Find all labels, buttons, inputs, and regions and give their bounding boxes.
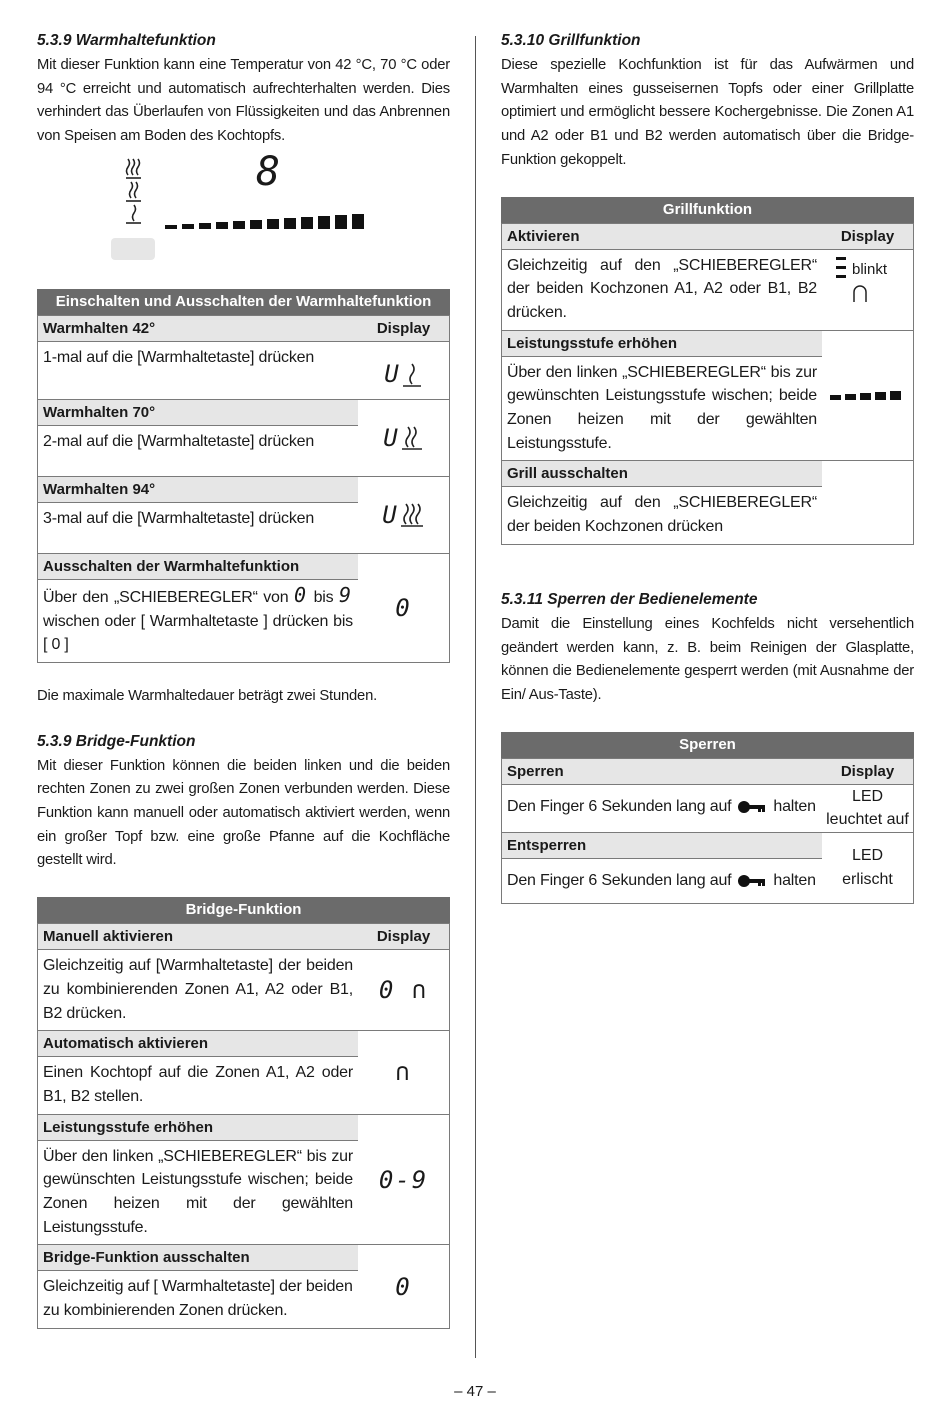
display-led-off: LED erlischt xyxy=(842,847,893,889)
display-auto: ∩ xyxy=(395,1058,412,1087)
display-empty xyxy=(822,461,913,543)
row-heading: Aktivieren xyxy=(502,224,822,249)
heat-2-icon xyxy=(400,425,424,451)
row-heading: Leistungsstufe erhöhen xyxy=(502,331,822,356)
table-row xyxy=(38,1244,449,1327)
table-row xyxy=(38,399,449,476)
display-manual: 0 ∩ xyxy=(358,949,449,1030)
display-range: 0-9 xyxy=(378,1165,429,1194)
table-row xyxy=(38,924,449,1030)
display-u42: U xyxy=(358,341,449,394)
section-heading-grill: 5.3.10 Grillfunktion xyxy=(501,32,641,49)
heat-3-icon xyxy=(399,502,425,528)
row-text: Gleichzeitig auf den „SCHIEBEREGLER“ der beiden Kochzonen A1, A2 oder B1, B2 drücken. xyxy=(502,249,822,330)
left-column xyxy=(37,30,450,1329)
section-heading-sperren: 5.3.11 Sperren der Bedienelemente xyxy=(501,590,758,608)
key-icon xyxy=(737,800,767,814)
table-row xyxy=(502,832,913,903)
section-heading-warmhalte: 5.3.9 Warmhaltefunktion xyxy=(37,32,216,49)
table-row xyxy=(502,460,913,543)
warmhalte-body: Mit dieser Funktion kann eine Temperatur von 42 °C, 70 °C oder 94 °C erreicht und automatisch aufrechterhalten werden. Dies verhindert das Überlaufen von Flüssigkeiten und das Anbrennen von Speisen am Boden des Kochtopfs. xyxy=(37,57,450,145)
right-column xyxy=(501,30,914,904)
row-text: Gleichzeitig auf [ Warmhaltetaste] der beiden zu kombinierenden Zonen drücken. xyxy=(38,1270,358,1327)
row-text: Den Finger 6 Sekunden lang auf halten xyxy=(502,784,822,829)
heat-1-icon xyxy=(401,362,423,388)
row-text: Den Finger 6 Sekunden lang auf halten xyxy=(502,858,822,903)
row-heading: Bridge-Funktion ausschalten xyxy=(38,1245,358,1270)
row-heading: Leistungsstufe erhöhen xyxy=(38,1115,358,1140)
display-header: Display xyxy=(358,924,449,949)
table-row xyxy=(38,476,449,553)
row-text: Über den linken „SCHIEBEREGLER“ bis zur gewünschten Leistungsstufe wischen; beide Zonen heizen mit der gewählten Leistungsstufe. xyxy=(38,1140,358,1245)
row-text: Über den linken „SCHIEBEREGLER“ bis zur gewünschten Leistungsstufe wischen; beide Zonen heizen mit der gewählten Leistungsstufe. xyxy=(502,356,822,461)
table-row xyxy=(502,759,913,832)
display-header: Display xyxy=(822,224,913,249)
row-heading: Warmhalten 70° xyxy=(38,400,358,425)
row-text: Gleichzeitig auf den „SCHIEBEREGLER“ der beiden Kochzonen drücken xyxy=(502,486,822,543)
column-divider xyxy=(475,36,476,1358)
max-duration-note: Die maximale Warmhaltedauer beträgt zwei Stunden. xyxy=(37,687,378,704)
warmhalte-table-title: Einschalten und Ausschalten der Warmhaltefunktion xyxy=(37,289,450,315)
display-off: 0 xyxy=(395,593,412,622)
display-digit: 8 xyxy=(256,148,283,195)
row-heading: Grill ausschalten xyxy=(502,461,822,486)
display-level-bars xyxy=(822,331,913,461)
table-row xyxy=(502,224,913,330)
table-row xyxy=(38,1030,449,1113)
warmhalte-display-illustration xyxy=(37,149,450,289)
page-number: – 47 – xyxy=(454,1383,496,1400)
bridge-icon xyxy=(852,284,868,304)
table-row xyxy=(38,553,449,662)
row-text: Über den „SCHIEBEREGLER“ von 0 bis 9 wischen oder [ Warmhaltetaste ] drücken bis [ 0 ] xyxy=(38,579,358,662)
sperren-table xyxy=(501,732,914,904)
display-u94: U xyxy=(358,477,449,553)
display-header: Display xyxy=(822,759,913,784)
row-heading: Sperren xyxy=(502,759,822,784)
grill-table-title: Grillfunktion xyxy=(501,197,914,223)
bridge-body: Mit dieser Funktion können die beiden linken und die beiden rechten Zonen zu zwei großen Zonen verbunden werden. Diese Funktion kann manuell oder automatisch aktiviert werden, wenn ein großer Topf bzw. eine große Pfanne auf die Kochfläche gestellt wird. xyxy=(37,757,450,869)
grill-table xyxy=(501,197,914,545)
display-grill-on: blinkt xyxy=(822,249,913,330)
row-heading: Manuell aktivieren xyxy=(38,924,358,949)
display-led-on: LED leuchtet auf xyxy=(822,784,913,832)
row-heading: Entsperren xyxy=(502,833,822,858)
warmhalte-table xyxy=(37,289,450,663)
table-row xyxy=(38,1114,449,1245)
sperren-table-title: Sperren xyxy=(501,732,914,758)
display-u70: U xyxy=(358,400,449,476)
bridge-table xyxy=(37,897,450,1329)
row-text: Einen Kochtopf auf die Zonen A1, A2 oder B1, B2 stellen. xyxy=(38,1056,358,1113)
row-text: 1-mal auf die [Warmhaltetaste] drücken xyxy=(38,341,358,399)
row-text: 3-mal auf die [Warmhaltetaste] drücken xyxy=(38,502,358,553)
table-row xyxy=(38,316,449,399)
section-heading-bridge: 5.3.9 Bridge-Funktion xyxy=(37,732,196,750)
table-row xyxy=(502,330,913,461)
row-text: 2-mal auf die [Warmhaltetaste] drücken xyxy=(38,425,358,476)
display-header: Display xyxy=(358,316,449,341)
grill-body: Diese spezielle Kochfunktion ist für das Aufwärmen und Warmhalten eines gusseisernen Topfs oder einer Grillplatte optimiert und ermöglicht bessere Kochergebnisse. Die Zonen A1 und A2 oder B1 und B2 werden automatisch über die Bridge-Funktion gekoppelt. xyxy=(501,57,914,168)
row-heading: Automatisch aktivieren xyxy=(38,1031,358,1056)
row-heading: Warmhalten 94° xyxy=(38,477,358,502)
row-text: Gleichzeitig auf [Warmhaltetaste] der beiden zu kombinierenden Zonen A1, A2 oder B1, B2 drücken. xyxy=(38,949,358,1030)
sperren-body: Damit die Einstellung eines Kochfelds nicht versehentlich geändert werden kann, z. B. beim Reinigen der Glasplatte, können die Bedienelemente gesperrt werden (mit Ausnahme der Ein/ Aus-Taste). xyxy=(501,615,914,703)
row-heading: Ausschalten der Warmhaltefunktion xyxy=(38,554,358,579)
display-bridge-off: 0 xyxy=(395,1272,412,1301)
grill-blink-icon xyxy=(832,254,852,310)
bridge-table-title: Bridge-Funktion xyxy=(37,897,450,923)
row-heading: Warmhalten 42° xyxy=(38,316,358,341)
key-icon xyxy=(737,874,767,888)
cooktop-display-graphic xyxy=(37,149,450,289)
level-bars-icon xyxy=(828,388,908,404)
